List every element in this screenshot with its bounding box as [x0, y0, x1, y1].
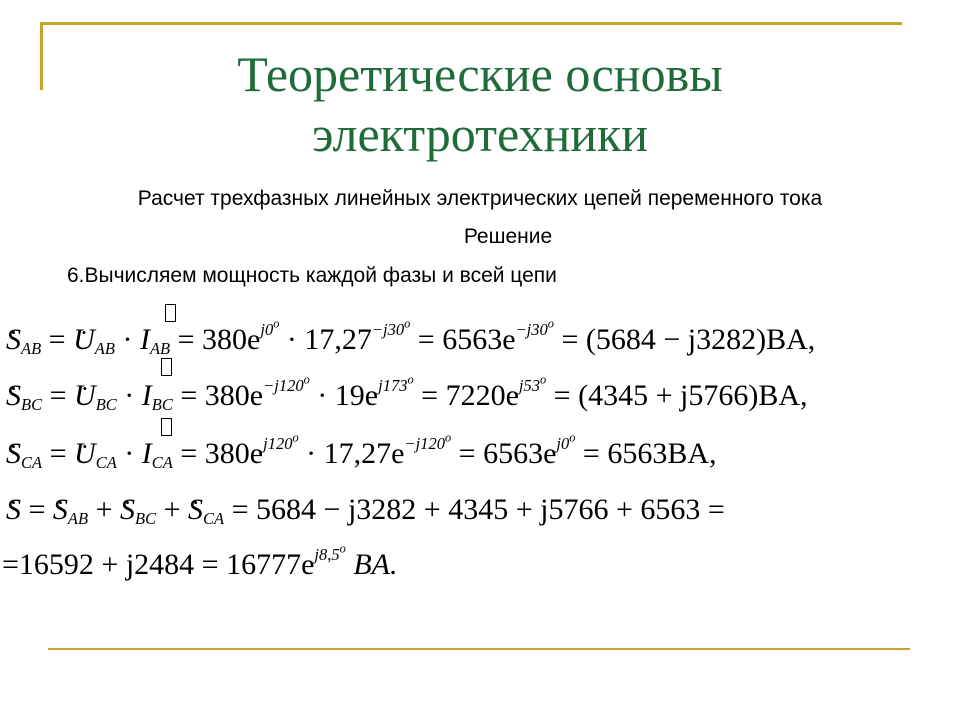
equation-s-total: • S = • $S_{AB}$ + • $S_{BC}$ + • $S_{CA} = 5684 - j3282 + 4345 + j5766 + 6563$ = [6, 490, 725, 539]
u-bc-symbol: • U [74, 376, 96, 416]
eq1-term1: 380e [202, 323, 261, 356]
decor-line-left [40, 22, 43, 90]
eq2-term4: (4345 + j5766)BA, [578, 379, 808, 412]
title-line-1: Теоретические основы [237, 46, 723, 102]
s-ab-term: • S [53, 490, 68, 530]
u-ca-symbol: • U [74, 434, 96, 474]
eq3-term4: 6563BA, [607, 437, 717, 470]
i-bc-symbol: I [141, 379, 152, 412]
eq3-term3: 6563e [483, 437, 557, 470]
equation-s-result: $=16592 + j2484 = 16777e^{j8,5^o}$ BA. [2, 541, 398, 581]
s-ab-symbol: • S [6, 320, 21, 360]
eq3-term1: 380e [204, 437, 264, 470]
s-total-symbol: • S [6, 490, 21, 530]
equation-s-ca: • $S_{CA}$ = • $U_{CA} \cdot I_{CA} = 380e^{j120^o} \cdot 17,27e^{-j120^o} = 6563e^{j0^o} = 6563BA$, [6, 434, 717, 483]
decor-line-bottom [48, 648, 910, 650]
u-ab-symbol: • U [73, 320, 95, 360]
eq1-term4: (5684 − j3282)BA, [585, 323, 816, 356]
page-title [130, 44, 830, 164]
title-line-2: электротехники [311, 106, 649, 162]
eq5-rhs: =16592 + j2484 = 16777e [2, 548, 315, 581]
s-ca-symbol: • S [6, 434, 21, 474]
eq4-rhs: 5684 − j3282 + 4345 + j5766 + 6563 = [256, 493, 725, 526]
step-text: 6.Вычисляем мощность каждой фазы и всей цепи [67, 264, 557, 287]
equation-s-ab: • $S_{AB}$ = • $U_{AB} \cdot I_{AB} = 380e^{j0^o} \cdot 17,27^{-j30^o} = 6563e^{-j30^o} = (5684 - j3282)BA$, [6, 320, 815, 369]
i-ab-symbol: I [139, 323, 150, 356]
eq1-term3: 6563e [442, 323, 516, 356]
subtitle: Расчет трехфазных линейных электрических цепей переменного тока [137, 187, 823, 210]
eq5-unit: BA. [353, 548, 398, 581]
eq2-term2: 19e [334, 379, 379, 412]
i-ca-symbol: I [141, 437, 152, 470]
eq1-term2: 17,27 [304, 323, 372, 356]
eq2-term1: 380e [204, 379, 264, 412]
eq3-term2: 17,27e [323, 437, 405, 470]
eq2-term3: 7220e [445, 379, 519, 412]
s-bc-symbol: • S [6, 376, 21, 416]
s-bc-term: • S [120, 490, 135, 530]
solution-label: Решение [463, 225, 553, 248]
s-ca-term: • S [188, 490, 203, 530]
decor-line-top [40, 22, 902, 25]
equation-s-bc: • $S_{BC}$ = • $U_{BC} \cdot I_{BC} = 380e^{-j120^o} \cdot 19e^{j173^o} = 7220e^{j53^o} = (4345 + j5766)BA$, [6, 376, 808, 425]
